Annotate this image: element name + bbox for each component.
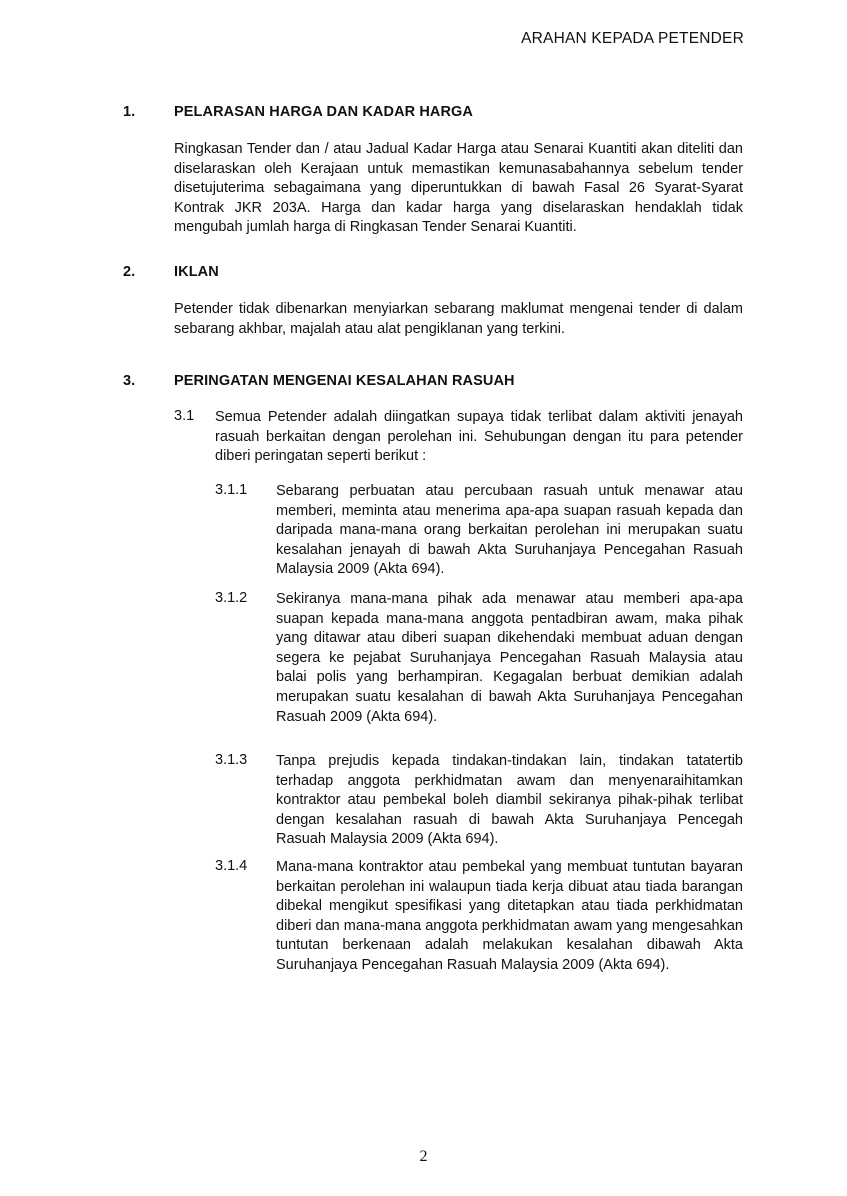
page-number: 2 [419,1148,428,1165]
item-3-1-1-number: 3.1.1 [215,482,248,498]
section-3-title: PERINGATAN MENGENAI KESALAHAN RASUAH [174,373,515,389]
item-3-1-2-number: 3.1.2 [215,590,248,606]
subsection-3-1-paragraph: Semua Petender adalah diingatkan supaya tidak terlibat dalam aktiviti jenayah rasuah berkaitan dengan perolehan ini. Sehubungan dengan itu para petender diberi peringatan seperti berikut : [215,409,743,465]
section-1-paragraph: Ringkasan Tender dan / atau Jadual Kadar Harga atau Senarai Kuantiti akan diteliti dan diselaraskan oleh Kerajaan untuk memastikan kemunasabahannya sebelum tender disetujuterima sebagaimana yang diperuntukkan di bawah Fasal 26 Syarat-Syarat Kontrak JKR 203A. Harga dan kadar harga yang diselaraskan hendaklah tidak mengubah jumlah harga di Ringkasan Tender Senarai Kuantiti. [174,141,743,236]
item-3-1-2-paragraph: Sekiranya mana-mana pihak ada menawar atau memberi apa-apa suapan kepada mana-mana anggota pentadbiran awam, maka pihak yang ditawar atau diberi suapan dikehendaki membuat aduan dengan segera ke pejabat Suruhanjaya Pencegahan Rasuah Malaysia atau balai polis yang berhampiran. Kegagalan berbuat demikian adalah merupakan suatu kesalahan di bawah Akta Suruhanjaya Pencegahan Rasuah 2009 (Akta 694). [276,591,743,725]
subsection-3-1-number: 3.1 [174,408,195,424]
item-3-1-3-paragraph: Tanpa prejudis kepada tindakan-tindakan lain, tindakan tatatertib terhadap anggota perkhidmatan awam dan menyenaraihitamkan kontraktor atau pembekal boleh diambil sekiranya pihak-pihak terlibat dengan kesalahan rasuah di bawah Akta Suruhanjaya Pencegah Rasuah Malaysia 2009 (Akta 694). [276,753,743,848]
item-3-1-4-paragraph: Mana-mana kontraktor atau pembekal yang membuat tuntutan bayaran berkaitan perolehan ini walaupun tiada kerja dibuat atau tiada barangan dibekal mengikut spesifikasi yang ditetapkan atau tiada perkhidmatan diberi dan mana-mana anggota perkhidmatan awam yang mengesahkan tuntutan berkenaan adalah melakukan kesalahan dibawah Akta Suruhanjaya Pencegahan Rasuah Malaysia 2009 (Akta 694). [276,859,743,973]
item-3-1-4-number: 3.1.4 [215,858,248,874]
section-1-number: 1. [123,104,136,120]
item-3-1-1-paragraph: Sebarang perbuatan atau percubaan rasuah untuk menawar atau memberi, meminta atau menerima apa-apa suapan rasuah kepada dan daripada mana-mana orang berkaitan perolehan ini merupakan suatu kesalahan jenayah di bawah Akta Suruhanjaya Pencegahan Rasuah Malaysia 2009 (Akta 694). [276,483,743,578]
section-2-title: IKLAN [174,264,219,280]
section-2-paragraph: Petender tidak dibenarkan menyiarkan sebarang maklumat mengenai tender di dalam sebarang akhbar, majalah atau alat pengiklanan yang terkini. [174,301,743,337]
section-1-title: PELARASAN HARGA DAN KADAR HARGA [174,104,474,120]
section-2-number: 2. [123,264,136,280]
page-header-title: ARAHAN KEPADA PETENDER [521,30,744,47]
section-3-number: 3. [123,373,136,389]
item-3-1-3-number: 3.1.3 [215,752,248,768]
